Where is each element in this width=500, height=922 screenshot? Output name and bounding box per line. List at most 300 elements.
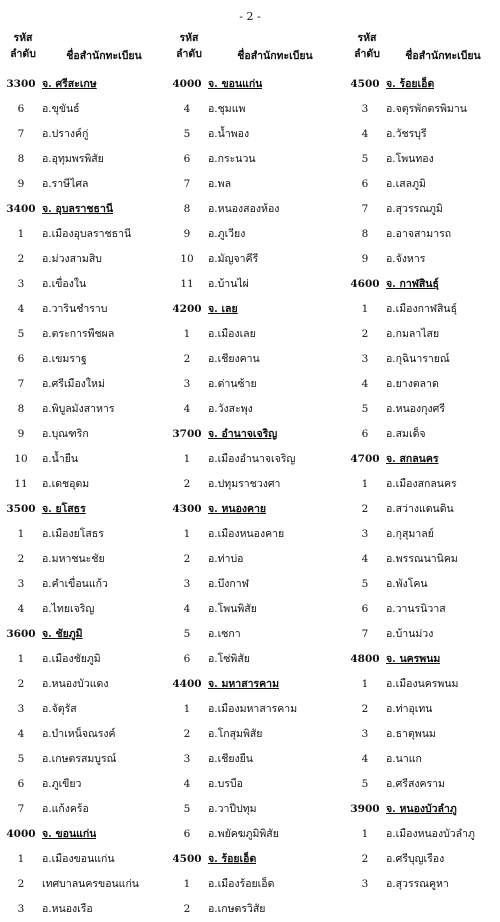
district-row [4, 547, 164, 572]
registry-office-name: อ.เมืองนครพนม [386, 678, 459, 690]
district-row [4, 247, 164, 272]
district-row [170, 722, 340, 747]
registry-code: 3 [183, 578, 191, 590]
registry-office-name: อ.วารินชำราบ [42, 303, 108, 315]
district-row [170, 747, 340, 772]
registry-office-name: อ.ท่าอุเทน [386, 703, 433, 715]
registry-office-name: อ.อุทุมพรพิสัย [42, 153, 104, 165]
district-row [348, 747, 498, 772]
registry-code: 1 [17, 653, 25, 665]
district-row [170, 172, 340, 197]
registry-code: 4 [17, 603, 25, 615]
province-name: จ. เลย [208, 303, 238, 315]
registry-code: 2 [17, 553, 25, 565]
province-row [170, 672, 340, 697]
district-row [170, 822, 340, 847]
registry-code: 8 [17, 153, 25, 165]
district-row [348, 222, 498, 247]
registry-office-name: อ.บุณฑริก [42, 428, 89, 440]
registry-code: 8 [183, 203, 191, 215]
district-row [4, 697, 164, 722]
registry-office-name: อ.กุฉินารายณ์ [386, 353, 450, 365]
registry-code: 5 [183, 128, 191, 140]
registry-code: 1 [183, 453, 191, 465]
registry-code: 4 [17, 303, 25, 315]
registry-office-name: อ.ท่าบ่อ [208, 553, 244, 565]
registry-code: 4600 [350, 278, 380, 290]
registry-office-name: อ.เซกา [208, 628, 241, 640]
district-row [4, 447, 164, 472]
province-name: จ. มหาสารคาม [208, 678, 279, 690]
province-row [170, 847, 340, 872]
district-row [348, 547, 498, 572]
registry-office-name: อ.เมืองยโสธร [42, 528, 104, 540]
registry-code: 8 [17, 403, 25, 415]
registry-code: 4200 [172, 303, 202, 315]
registry-code: 3 [361, 878, 369, 890]
district-row [348, 622, 498, 647]
district-row [348, 97, 498, 122]
district-row [4, 522, 164, 547]
registry-office-name: อ.เกษตรวิสัย [208, 903, 266, 915]
province-row [4, 497, 164, 522]
registry-code: 2 [183, 353, 191, 365]
district-row [4, 397, 164, 422]
registry-code: 3900 [350, 803, 380, 815]
registry-code: 2 [361, 328, 369, 340]
registry-code: 2 [183, 553, 191, 565]
registry-code: 1 [361, 303, 369, 315]
registry-office-name: อ.เมืองอำนาจเจริญ [208, 453, 296, 465]
district-row [170, 797, 340, 822]
district-row [348, 147, 498, 172]
province-name: จ. หนองบัวลำภู [386, 803, 457, 815]
page-number: - 2 - [239, 10, 261, 23]
registry-office-name: อ.ราษีไศล [42, 178, 89, 190]
province-name: จ. กาฬสินธุ์ [386, 278, 439, 290]
registry-office-name: อ.เมืองร้อยเอ็ด [208, 878, 275, 890]
registry-office-name: อ.พังโคน [386, 578, 428, 590]
registry-code: 4 [361, 128, 369, 140]
province-name: จ. ร้อยเอ็ด [208, 853, 257, 865]
registry-office-name: อ.แก้งคร้อ [42, 803, 89, 815]
registry-code: 3 [17, 578, 25, 590]
district-row [170, 222, 340, 247]
registry-office-name: อ.มัญจาคีรี [208, 253, 259, 265]
registry-office-name: อ.สุวรรณคูหา [386, 878, 449, 890]
registry-office-name: อ.สว่างแดนดิน [386, 503, 454, 515]
province-row [4, 622, 164, 647]
registry-code: 4 [361, 753, 369, 765]
district-row [348, 397, 498, 422]
registry-code: 4 [183, 778, 191, 790]
district-row [170, 347, 340, 372]
district-row [170, 397, 340, 422]
registry-office-name: อ.บำเหน็จณรงค์ [42, 728, 116, 740]
code-header-line-2: ลำดับ [354, 48, 380, 60]
district-row [348, 572, 498, 597]
registry-office-name: อ.เมืองเลย [208, 328, 256, 340]
province-name: จ. ยโสธร [42, 503, 86, 515]
code-header [170, 30, 208, 62]
registry-code: 3 [361, 103, 369, 115]
registry-office-name: อ.พรรณนานิคม [386, 553, 458, 565]
district-row [4, 572, 164, 597]
district-row [170, 97, 340, 122]
registry-office-name: อ.ชุมแพ [208, 103, 246, 115]
registry-code: 6 [183, 828, 191, 840]
registry-code: 4 [183, 103, 191, 115]
registry-office-name: อ.กระนวน [208, 153, 256, 165]
registry-office-name: อ.น้ำยืน [42, 453, 79, 465]
district-row [170, 697, 340, 722]
registry-office-name: อ.หนองบัวแดง [42, 678, 109, 690]
province-row [4, 72, 164, 97]
registry-code: 3500 [6, 503, 36, 515]
registry-office-name: อ.เกษตรสมบูรณ์ [42, 753, 117, 765]
district-row [4, 722, 164, 747]
registry-code: 9 [17, 428, 25, 440]
registry-code: 3 [183, 378, 191, 390]
province-row [4, 197, 164, 222]
district-row [170, 872, 340, 897]
province-name: จ. ขอนแก่น [42, 828, 97, 840]
province-name: จ. อำนาจเจริญ [208, 428, 278, 440]
code-header [348, 30, 386, 62]
registry-code: 1 [17, 528, 25, 540]
registry-office-name: อ.ไทยเจริญ [42, 603, 95, 615]
district-row [4, 672, 164, 697]
registry-code: 3600 [6, 628, 36, 640]
province-row [170, 297, 340, 322]
district-row [4, 422, 164, 447]
district-row [348, 522, 498, 547]
registry-code: 5 [183, 803, 191, 815]
registry-office-name: อ.ภูเขียว [42, 778, 82, 790]
registry-rows [4, 72, 164, 922]
province-name: จ. อุบลราชธานี [42, 203, 114, 215]
registry-code: 4300 [172, 503, 202, 515]
registry-code: 3 [183, 753, 191, 765]
registry-code: 4 [361, 378, 369, 390]
district-row [348, 822, 498, 847]
registry-code: 6 [183, 153, 191, 165]
district-row [4, 597, 164, 622]
column-header [348, 30, 498, 72]
registry-code: 6 [361, 178, 369, 190]
registry-code: 4700 [350, 453, 380, 465]
district-row [4, 347, 164, 372]
registry-code: 3300 [6, 78, 36, 90]
district-row [170, 472, 340, 497]
registry-code: 6 [361, 428, 369, 440]
registry-code: 4000 [6, 828, 36, 840]
district-row [170, 372, 340, 397]
district-row [170, 197, 340, 222]
district-row [348, 247, 498, 272]
registry-rows [170, 72, 340, 922]
registry-office-name: อ.จังหาร [386, 253, 426, 265]
registry-office-name: อ.ภูเวียง [208, 228, 246, 240]
district-row [348, 672, 498, 697]
province-name: จ. สกลนคร [386, 453, 439, 465]
district-row [4, 647, 164, 672]
district-row [348, 497, 498, 522]
district-row [4, 847, 164, 872]
district-row [348, 122, 498, 147]
registry-code: 4 [183, 603, 191, 615]
district-row [4, 122, 164, 147]
code-header-line-1: รหัส [13, 32, 33, 44]
district-row [170, 272, 340, 297]
registry-office-name: อ.หนองกุงศรี [386, 403, 445, 415]
registry-code: 10 [14, 453, 28, 465]
registry-code: 2 [17, 878, 25, 890]
registry-office-name: อ.เมืองกาฬสินธุ์ [386, 303, 458, 315]
registry-office-name: อ.เมืองมหาสารคาม [208, 703, 298, 715]
registry-office-name: อ.โพนพิสัย [208, 603, 257, 615]
registry-office-name: อ.ปทุมราชวงศา [208, 478, 281, 490]
district-row [4, 322, 164, 347]
province-row [4, 822, 164, 847]
district-row [348, 772, 498, 797]
registry-office-name: อ.เมืองหนองคาย [208, 528, 285, 540]
district-row [348, 197, 498, 222]
registry-code: 5 [183, 628, 191, 640]
registry-code: 7 [17, 128, 25, 140]
province-row [348, 797, 498, 822]
district-row [170, 622, 340, 647]
registry-code: 1 [361, 828, 369, 840]
registry-office-name: อ.ธาตุพนม [386, 728, 436, 740]
registry-office-name: อ.น้ำพอง [208, 128, 250, 140]
district-row [348, 172, 498, 197]
registry-office-name: อ.บรบือ [208, 778, 243, 790]
registry-code: 4 [17, 728, 25, 740]
province-name: จ. หนองคาย [208, 503, 267, 515]
registry-code: 4400 [172, 678, 202, 690]
registry-code: 4000 [172, 78, 202, 90]
province-row [348, 72, 498, 97]
registry-code: 5 [17, 753, 25, 765]
registry-office-name: อ.เมืองชัยภูมิ [42, 653, 101, 665]
registry-code: 1 [17, 228, 25, 240]
district-row [4, 797, 164, 822]
registry-code: 9 [17, 178, 25, 190]
district-row [170, 522, 340, 547]
registry-rows [348, 72, 498, 897]
registry-code: 11 [14, 478, 28, 490]
province-name: จ. ขอนแก่น [208, 78, 263, 90]
district-row [170, 122, 340, 147]
registry-code: 3 [17, 278, 25, 290]
registry-office-name: อ.นาแก [386, 753, 422, 765]
registry-code: 2 [361, 503, 369, 515]
registry-office-name: อ.บ้านม่วง [386, 628, 434, 640]
registry-office-name: อ.จตุรพักตรพิมาน [386, 103, 467, 115]
district-row [348, 872, 498, 897]
registry-office-name: อ.หนองสองห้อง [208, 203, 280, 215]
province-name: จ. ร้อยเอ็ด [386, 78, 435, 90]
district-row [170, 897, 340, 922]
registry-code: 3700 [172, 428, 202, 440]
registry-code: 6 [183, 653, 191, 665]
district-row [4, 147, 164, 172]
registry-code: 6 [17, 353, 25, 365]
district-row [4, 897, 164, 922]
registry-office-name: อ.เมืองอุบลราชธานี [42, 228, 132, 240]
district-row [348, 347, 498, 372]
district-row [348, 297, 498, 322]
registry-code: 1 [361, 678, 369, 690]
province-row [348, 447, 498, 472]
registry-code: 2 [183, 728, 191, 740]
registry-office-name: อ.วัชรบุรี [386, 128, 427, 140]
district-row [170, 597, 340, 622]
name-header: ชื่อสำนักทะเบียน [405, 50, 481, 62]
district-row [4, 222, 164, 247]
registry-office-name: อ.เมืองสกลนคร [386, 478, 457, 490]
registry-office-name: เทศบาลนครขอนแก่น [42, 878, 139, 890]
column-header [170, 30, 340, 72]
district-row [348, 322, 498, 347]
registry-code: 3400 [6, 203, 36, 215]
registry-code: 2 [183, 903, 191, 915]
registry-code: 5 [361, 778, 369, 790]
registry-code: 2 [183, 478, 191, 490]
district-row [4, 747, 164, 772]
registry-code: 4500 [350, 78, 380, 90]
district-row [348, 722, 498, 747]
name-header: ชื่อสำนักทะเบียน [66, 50, 142, 62]
province-row [170, 422, 340, 447]
registry-code: 11 [180, 278, 194, 290]
registry-office-name: อ.พล [208, 178, 231, 190]
registry-code: 2 [361, 703, 369, 715]
registry-office-name: อ.สุวรรณภูมิ [386, 203, 443, 215]
registry-code: 2 [17, 678, 25, 690]
registry-code: 3 [17, 703, 25, 715]
registry-office-name: อ.เชียงคาน [208, 353, 260, 365]
province-row [170, 497, 340, 522]
province-name: จ. ศรีสะเกษ [42, 78, 97, 90]
registry-code: 2 [361, 853, 369, 865]
registry-code: 1 [361, 478, 369, 490]
registry-code: 3 [361, 728, 369, 740]
registry-office-name: อ.คำเขื่อนแก้ว [42, 578, 108, 590]
registry-office-name: อ.เมืองขอนแก่น [42, 853, 115, 865]
registry-code: 7 [361, 203, 369, 215]
registry-office-name: อ.ปรางค์กู่ [42, 128, 89, 140]
registry-code: 9 [183, 228, 191, 240]
code-header-line-1: รหัส [179, 32, 199, 44]
district-row [4, 172, 164, 197]
district-row [348, 372, 498, 397]
registry-code: 7 [17, 378, 25, 390]
district-row [170, 247, 340, 272]
code-header [4, 30, 42, 62]
registry-column-1 [4, 30, 164, 922]
district-row [348, 422, 498, 447]
registry-code: 5 [361, 153, 369, 165]
registry-office-name: อ.ศรีเมืองใหม่ [42, 378, 105, 390]
registry-office-name: อ.เชียงยืน [208, 753, 253, 765]
registry-code: 1 [183, 328, 191, 340]
registry-office-name: อ.บึงกาฬ [208, 578, 249, 590]
district-row [4, 272, 164, 297]
registry-office-name: อ.ศรีบุญเรือง [386, 853, 445, 865]
district-row [170, 647, 340, 672]
district-row [4, 472, 164, 497]
registry-code: 6 [17, 103, 25, 115]
registry-code: 3 [17, 903, 25, 915]
registry-code: 5 [17, 328, 25, 340]
registry-code: 4 [361, 553, 369, 565]
registry-column-3 [348, 30, 498, 897]
code-header-line-1: รหัส [357, 32, 377, 44]
registry-code: 1 [17, 853, 25, 865]
district-row [170, 547, 340, 572]
district-row [4, 872, 164, 897]
registry-code: 7 [183, 178, 191, 190]
registry-office-name: อ.ด่านซ้าย [208, 378, 257, 390]
district-row [4, 772, 164, 797]
district-row [4, 297, 164, 322]
registry-office-name: อ.พยัคฆภูมิพิสัย [208, 828, 279, 840]
registry-code: 5 [361, 403, 369, 415]
registry-code: 9 [361, 253, 369, 265]
registry-office-name: อ.ตระการพืชผล [42, 328, 115, 340]
registry-office-name: อ.ขุขันธ์ [42, 103, 80, 115]
registry-code: 1 [183, 528, 191, 540]
registry-code: 1 [183, 703, 191, 715]
province-row [348, 272, 498, 297]
registry-office-name: อ.ศรีสงคราม [386, 778, 445, 790]
registry-office-name: อ.ยางตลาด [386, 378, 439, 390]
registry-code: 5 [361, 578, 369, 590]
province-name: จ. นครพนม [386, 653, 441, 665]
registry-office-name: อ.โพนทอง [386, 153, 434, 165]
registry-code: 6 [361, 603, 369, 615]
district-row [170, 447, 340, 472]
registry-office-name: อ.วาปีปทุม [208, 803, 257, 815]
province-row [348, 647, 498, 672]
district-row [348, 597, 498, 622]
registry-code: 6 [17, 778, 25, 790]
registry-column-2 [170, 30, 340, 922]
province-row [170, 72, 340, 97]
registry-office-name: อ.ม่วงสามสิบ [42, 253, 102, 265]
district-row [4, 97, 164, 122]
registry-office-name: อ.เมืองหนองบัวลำภู [386, 828, 475, 840]
registry-code: 7 [17, 803, 25, 815]
registry-office-name: อ.อาจสามารถ [386, 228, 452, 240]
district-row [170, 322, 340, 347]
column-header [4, 30, 164, 72]
registry-office-name: อ.โกสุมพิสัย [208, 728, 263, 740]
registry-office-name: อ.วานรนิวาส [386, 603, 446, 615]
district-row [348, 697, 498, 722]
registry-code: 3 [361, 353, 369, 365]
code-header-line-2: ลำดับ [10, 48, 36, 60]
registry-office-name: อ.มหาชนะชัย [42, 553, 105, 565]
district-row [170, 147, 340, 172]
district-row [348, 472, 498, 497]
province-name: จ. ชัยภูมิ [42, 628, 83, 640]
registry-code: 4500 [172, 853, 202, 865]
registry-code: 2 [17, 253, 25, 265]
registry-office-name: อ.สมเด็จ [386, 428, 426, 440]
